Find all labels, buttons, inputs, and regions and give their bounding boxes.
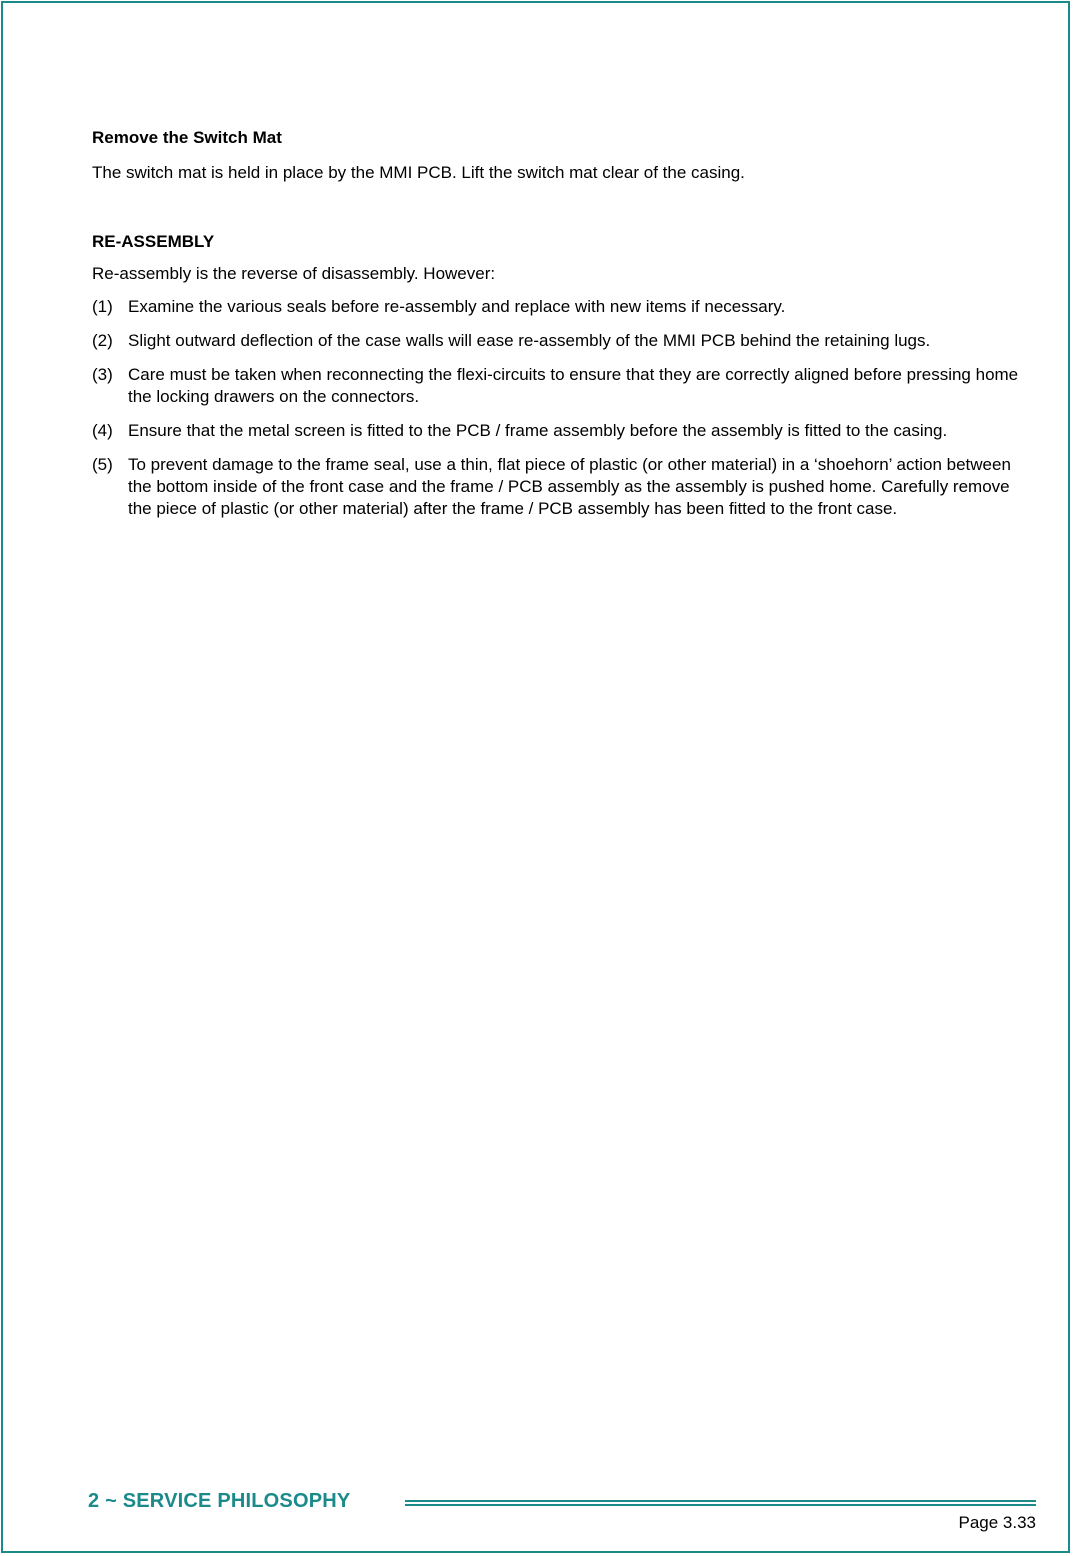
list-item-text: Slight outward deflection of the case walls will ease re-assembly of the MMI PCB behind the retaining lugs.	[128, 331, 931, 350]
list-item-number: (2)	[92, 331, 113, 350]
section-heading-reassembly: RE-ASSEMBLY	[92, 232, 215, 251]
list-item	[92, 454, 1027, 520]
list-item-number: (5)	[92, 455, 113, 474]
list-item	[92, 364, 1027, 408]
footer-section-title: 2 ~ SERVICE PHILOSOPHY	[88, 1490, 351, 1512]
list-item-text: To prevent damage to the frame seal, use a thin, flat piece of plastic (or other material) in a ‘shoehorn’ action between the bottom inside of the front case and the frame / PCB assembly as the assembly is pushed home. Carefully remove the piece of plastic (or other material) after the frame / PCB assembly has been fitted to the front case.	[128, 455, 1011, 518]
document-body	[92, 127, 1027, 520]
section-text-switch-mat: The switch mat is held in place by the MMI PCB. Lift the switch mat clear of the casing.	[92, 163, 745, 182]
footer-double-rule	[405, 1500, 1036, 1506]
list-item	[92, 330, 1027, 352]
reassembly-steps-list	[92, 296, 1027, 520]
section-heading-switch-mat: Remove the Switch Mat	[92, 128, 282, 147]
list-item-text: Care must be taken when reconnecting the flexi-circuits to ensure that they are correctly aligned before pressing home the locking drawers on the connectors.	[128, 365, 1019, 406]
list-item	[92, 296, 1027, 318]
reassembly-intro: Re-assembly is the reverse of disassembly. However:	[92, 264, 496, 283]
list-item-text: Examine the various seals before re-assembly and replace with new items if necessary.	[128, 297, 786, 316]
list-item	[92, 420, 1027, 442]
list-item-number: (1)	[92, 297, 113, 316]
list-item-number: (4)	[92, 421, 113, 440]
list-item-number: (3)	[92, 365, 113, 384]
list-item-text: Ensure that the metal screen is fitted to the PCB / frame assembly before the assembly is fitted to the casing.	[128, 421, 948, 440]
page-number: Page 3.33	[958, 1513, 1036, 1532]
